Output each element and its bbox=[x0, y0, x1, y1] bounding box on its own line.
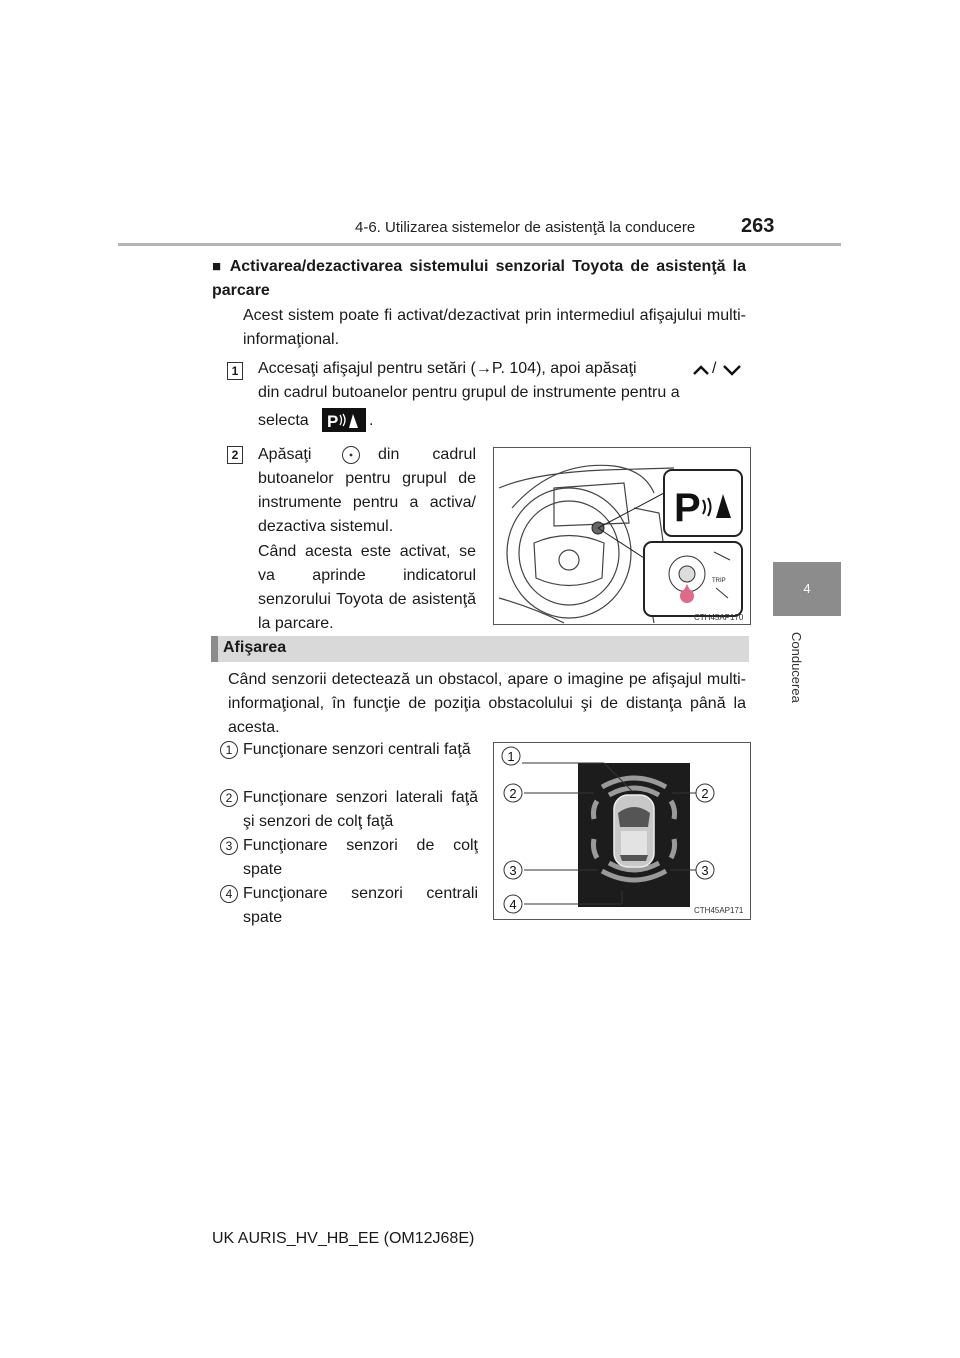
figure-1-caption: CTH45AP170 bbox=[694, 613, 744, 622]
step-1-line-1 bbox=[258, 357, 746, 381]
step-1-text-e: . bbox=[369, 412, 374, 429]
list-item-2-number: 2 bbox=[220, 789, 238, 807]
step-1-line-3 bbox=[258, 409, 309, 433]
step-1-badge: 1 bbox=[227, 362, 243, 380]
header-rule bbox=[118, 243, 841, 246]
trip-label: TRIP bbox=[712, 578, 726, 584]
step-2-text-b: din cadrul butoanelor pentru grupul de instrumente pentru a activa/ dezactiva sistemul. bbox=[258, 446, 476, 535]
list-item-3-number: 3 bbox=[220, 837, 238, 855]
step-2-badge: 2 bbox=[227, 446, 243, 464]
sensor-display-figure bbox=[493, 742, 751, 920]
document-code: UK AURIS_HV_HB_EE (OM12J68E) bbox=[212, 1230, 475, 1247]
svg-text:P: P bbox=[327, 412, 339, 431]
list-item-4-text: Funcţionare senzori centrali spate bbox=[243, 885, 478, 926]
dashboard-figure bbox=[493, 447, 751, 625]
chapter-label: Conducerea bbox=[789, 632, 804, 703]
callout-4: 4 bbox=[509, 897, 517, 912]
callout-2-left: 2 bbox=[509, 786, 517, 801]
sensor-display-illustration bbox=[494, 743, 750, 919]
page-number: 263 bbox=[741, 215, 775, 237]
dashboard-illustration bbox=[494, 448, 750, 624]
running-header-title: 4-6. Utilizarea sistemelor de asistenţă la conducere bbox=[355, 219, 696, 236]
step-1-text-b: P. 104), apoi apăsaţi bbox=[491, 360, 637, 377]
step-2-text-a: Apăsaţi bbox=[258, 446, 312, 463]
step-1-line-2: din cadrul butoanelor pentru grupul de instrumente pentru a bbox=[258, 384, 680, 401]
section-bar-afisarea bbox=[211, 636, 749, 662]
callout-3-right: 3 bbox=[701, 863, 709, 878]
figure-2-caption: CTH45AP171 bbox=[694, 906, 744, 915]
chevron-up-icon bbox=[690, 363, 712, 377]
callout-1: 1 bbox=[507, 749, 515, 764]
section-intro: Acest sistem poate fi activat/dezactivat prin intermediul afişajului multi-informaţional. bbox=[243, 307, 746, 348]
section-bar-accent bbox=[211, 636, 218, 662]
section-bar-title: Afişarea bbox=[223, 639, 287, 656]
step-1-text-a: Accesaţi afişajul pentru setări ( bbox=[258, 360, 476, 377]
section-2-intro: Când senzorii detectează un obstacol, apare o imagine pe afişajul multi-informaţional, în funcţie de poziţia obstacolului şi de distanţa până la acesta. bbox=[228, 671, 746, 736]
step-1-text-d: selecta bbox=[258, 412, 309, 429]
callout-3-left: 3 bbox=[509, 863, 517, 878]
heading-text: Activarea/dezactivarea sistemului senzorial Toyota de asistenţă la parcare bbox=[212, 258, 747, 299]
list-item-1-text: Funcţionare senzori centrali faţă bbox=[243, 741, 471, 758]
section-heading bbox=[212, 255, 746, 303]
chevron-down-icon bbox=[720, 363, 744, 377]
parking-assist-icon bbox=[322, 408, 366, 432]
list-item-3-text: Funcţionare senzori de colţ spate bbox=[243, 837, 478, 878]
callout-2-right: 2 bbox=[701, 786, 709, 801]
chapter-tab: 4 bbox=[773, 562, 841, 616]
separator-slash: / bbox=[712, 360, 717, 377]
list-item-4-number: 4 bbox=[220, 885, 238, 903]
heading-marker: ■ bbox=[212, 258, 224, 275]
list-item-2-text: Funcţionare senzori laterali faţă şi senzori de colţ faţă bbox=[243, 789, 478, 830]
arrow-glyph: → bbox=[475, 360, 492, 377]
step-2-note: Când acesta este activat, se va aprinde indicatorul senzorului Toyota de asistenţă la parcare. bbox=[258, 543, 476, 632]
svg-text:P: P bbox=[674, 486, 701, 530]
list-item-1-number: 1 bbox=[220, 741, 238, 759]
